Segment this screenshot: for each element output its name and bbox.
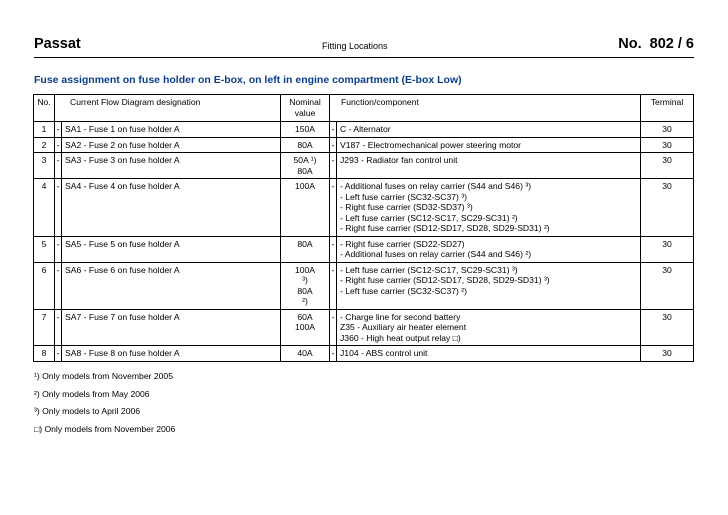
cell-function (337, 153, 641, 179)
cell-no: 8 (34, 346, 55, 362)
function-line: - Right fuse carrier (SD12-SD17, SD28, SD29-SD31) ³) (340, 275, 550, 285)
table-row (34, 309, 694, 346)
cell-nominal (281, 137, 330, 153)
cell-separator: - (55, 346, 62, 362)
col-header-designation-label: Current Flow Diagram designation (70, 97, 201, 107)
cell-nominal (281, 346, 330, 362)
cell-separator: - (330, 153, 337, 179)
col-header-nominal (281, 95, 330, 122)
cell-separator: - (330, 346, 337, 362)
col-header-no: No. (34, 95, 55, 122)
footnote: ³) Only models to April 2006 (34, 406, 141, 416)
table-header-row (34, 95, 694, 122)
function-line: - Right fuse carrier (SD22-SD27) (340, 238, 465, 249)
function-line: - Charge line for second battery (340, 311, 461, 322)
page-number: No. 802 / 6 (618, 36, 694, 52)
cell-separator: - (330, 236, 337, 262)
cell-separator: - (55, 309, 62, 346)
nominal-line: 60A (297, 311, 313, 322)
cell-no: 1 (34, 122, 55, 138)
cell-separator: - (55, 236, 62, 262)
cell-terminal: 30 (641, 179, 694, 237)
cell-terminal: 30 (641, 153, 694, 179)
cell-designation: SA7 - Fuse 7 on fuse holder A (62, 309, 281, 346)
footnote: ¹) Only models from November 2005 (34, 371, 173, 381)
col-header-function-label: Function/component (341, 97, 419, 107)
nominal-line: ²) (302, 296, 308, 306)
nominal-line: 80A (297, 139, 313, 150)
cell-separator: - (55, 122, 62, 138)
col-header-function (330, 95, 641, 122)
cell-terminal: 30 (641, 262, 694, 309)
cell-function (337, 137, 641, 153)
nominal-line: 40A (297, 348, 313, 358)
cell-separator: - (330, 262, 337, 309)
function-line: - Left fuse carrier (SC12-SC17, SC29-SC31) ²) (340, 212, 518, 223)
cell-designation: SA1 - Fuse 1 on fuse holder A (62, 122, 281, 138)
cell-nominal (281, 153, 330, 179)
cell-designation: SA8 - Fuse 8 on fuse holder A (62, 346, 281, 362)
cell-no: 4 (34, 179, 55, 237)
table-heading: Fuse assignment on fuse holder on E-box, on left in engine compartment (E-box Low) (34, 74, 462, 86)
cell-no: 2 (34, 137, 55, 153)
table-row (34, 153, 694, 179)
cell-designation: SA4 - Fuse 4 on fuse holder A (62, 179, 281, 237)
cell-designation: SA3 - Fuse 3 on fuse holder A (62, 153, 281, 179)
footnote: □) Only models from November 2006 (34, 423, 176, 434)
cell-designation: SA5 - Fuse 5 on fuse holder A (62, 236, 281, 262)
cell-separator: - (330, 309, 337, 346)
vehicle-title: Passat (34, 36, 81, 52)
cell-terminal: 30 (641, 309, 694, 346)
nominal-line: 150A (294, 124, 316, 134)
nominal-line: 50A ¹) (293, 155, 317, 165)
table-row (34, 236, 694, 262)
cell-function (337, 122, 641, 138)
nominal-line: 100A (294, 181, 316, 191)
cell-function (337, 346, 641, 362)
function-line: - Right fuse carrier (SD12-SD17, SD28, SD29-SD31) ²) (340, 223, 550, 233)
table-row (34, 122, 694, 138)
cell-terminal: 30 (641, 346, 694, 362)
nominal-line: 80A (297, 238, 313, 249)
cell-terminal: 30 (641, 122, 694, 138)
cell-function (337, 179, 641, 237)
header-divider (34, 57, 694, 58)
cell-function (337, 262, 641, 309)
function-line: J104 - ABS control unit (340, 348, 428, 358)
cell-function (337, 236, 641, 262)
cell-terminal: 30 (641, 137, 694, 153)
cell-no: 7 (34, 309, 55, 346)
table-row (34, 179, 694, 237)
function-line: - Additional fuses on relay carrier (S44 and S46) ³) (340, 181, 532, 191)
cell-separator: - (55, 153, 62, 179)
cell-function (337, 309, 641, 346)
section-title: Fitting Locations (322, 41, 388, 51)
nominal-line: 80A (297, 165, 313, 176)
cell-designation: SA6 - Fuse 6 on fuse holder A (62, 262, 281, 309)
function-line: - Left fuse carrier (SC32-SC37) ²) (340, 285, 468, 296)
nominal-line: 100A (294, 264, 316, 275)
function-line: Z35 - Auxiliary air heater element (340, 322, 467, 332)
table-row (34, 262, 694, 309)
cell-no: 5 (34, 236, 55, 262)
footnote: ²) Only models from May 2006 (34, 388, 150, 399)
cell-separator: - (330, 122, 337, 138)
col-header-designation (55, 95, 281, 122)
nominal-line: ³) (302, 275, 308, 285)
function-line: J293 - Radiator fan control unit (340, 155, 458, 165)
cell-separator: - (330, 137, 337, 153)
col-header-terminal: Terminal (641, 95, 694, 122)
cell-terminal: 30 (641, 236, 694, 262)
cell-nominal (281, 179, 330, 237)
cell-nominal (281, 309, 330, 346)
cell-separator: - (330, 179, 337, 237)
cell-separator: - (55, 262, 62, 309)
cell-nominal (281, 262, 330, 309)
cell-nominal (281, 236, 330, 262)
col-header-nominal-line: Nominal (289, 97, 321, 107)
nominal-line: 80A (297, 285, 313, 296)
footnotes (34, 368, 175, 438)
cell-designation: SA2 - Fuse 2 on fuse holder A (62, 137, 281, 153)
function-line: - Additional fuses on relay carrier (S44 and S46) ²) (340, 249, 532, 259)
fuse-assignment-table (33, 94, 694, 362)
function-line: J360 - High heat output relay □) (340, 332, 461, 343)
cell-separator: - (55, 137, 62, 153)
function-line: C - Alternator (340, 124, 391, 134)
nominal-line: 100A (294, 322, 316, 332)
function-line: - Left fuse carrier (SC32-SC37) ³) (340, 191, 468, 202)
function-line: V187 - Electromechanical power steering motor (340, 139, 522, 150)
cell-no: 3 (34, 153, 55, 179)
col-header-nominal-line: value (294, 107, 316, 118)
table-row (34, 137, 694, 153)
cell-no: 6 (34, 262, 55, 309)
function-line: - Left fuse carrier (SC12-SC17, SC29-SC31) ³) (340, 264, 518, 275)
page-header (34, 36, 694, 58)
function-line: - Right fuse carrier (SD32-SD37) ³) (340, 202, 473, 212)
table-row (34, 346, 694, 362)
cell-nominal (281, 122, 330, 138)
cell-separator: - (55, 179, 62, 237)
